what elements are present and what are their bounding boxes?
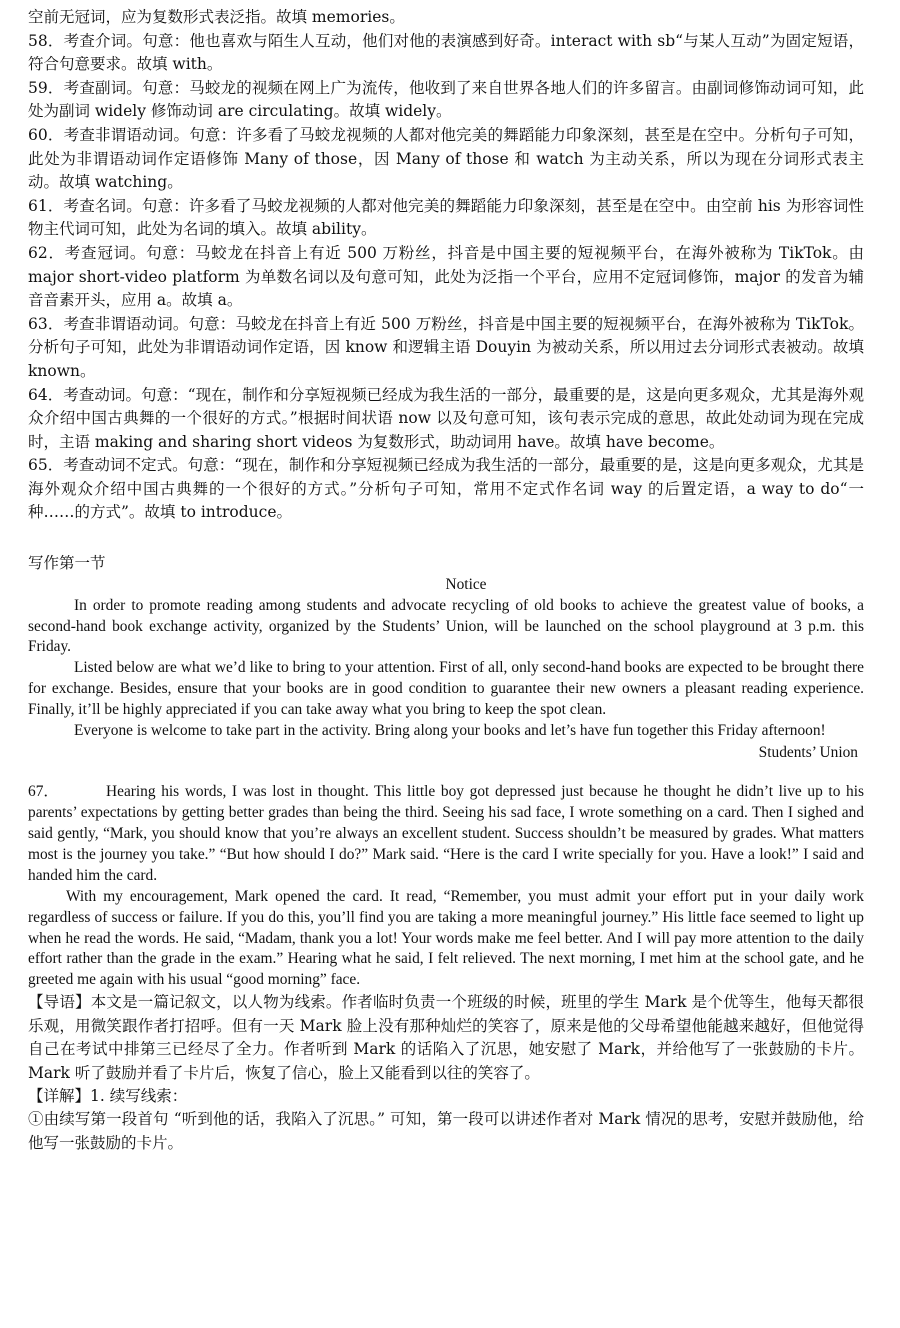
continuation-story xyxy=(28,782,864,991)
answer-61: 61．考查名词。句意：许多看了马蛟龙视频的人都对他完美的舞蹈能力印象深刻，甚至是在空中。由空前 his 为形容词性物主代词可知，此处为名词的填入。故填 ability。 xyxy=(28,196,864,239)
answer-57-tail: 空前无冠词，应为复数形式表泛指。故填 memories。 xyxy=(28,8,405,26)
notice-paragraph: In order to promote reading among students and advocate recycling of old books to achieve the greatest value of books, a second-hand book exchange activity, organized by the Students’ Union, will be launched on the school playground at 3 p.m. this Friday. xyxy=(28,596,864,656)
notice-essay xyxy=(28,575,864,764)
guide-intro: 【导语】本文是一篇记叙文，以人物为线索。作者临时负责一个班级的时候，班里的学生 Mark 是个优等生，他每天都很乐观，用微笑跟作者打招呼。但有一天 Mark 脸上没有那种灿烂的笑容了，原来是他的父母希望他能越来越好，但他觉得自己在考试中排第三已经尽了全力。作者听到 Mark 的话陷入了沉思，她安慰了 Mark，并给他写了一张鼓励的卡片。Mark 听了鼓励并看了卡片后，恢复了信心，脸上又能看到以往的笑容了。 xyxy=(28,993,864,1082)
answer-explanations xyxy=(28,6,864,525)
answer-62: 62．考查冠词。句意：马蛟龙在抖音上有近 500 万粉丝，抖音是中国主要的短视频平台，在海外被称为 TikTok。由 major short-video platform 为单数名词以及句意可知，此处为泛指一个平台，应用不定冠词修饰，major 的发音为辅音音素开头，应用 a。故填 a。 xyxy=(28,243,864,310)
detail-heading: 【详解】1. 续写线索： xyxy=(28,1086,188,1105)
story-paragraph-1 xyxy=(28,782,864,887)
answer-59: 59．考查副词。句意：马蛟龙的视频在网上广为流传，他收到了来自世界各地人们的许多留言。由副词修饰动词可知，此处为副词 widely 修饰动词 are circulating。故填 widely。 xyxy=(28,78,864,121)
answer-65: 65．考查动词不定式。句意：“现在，制作和分享短视频已经成为我生活的一部分，最重要的是，这是向更多观众，尤其是海外观众介绍中国古典舞的一个很好的方式。”分析句子可知，常用不定式作名词 way 的后置定语，a way to do“一种……的方式”。故填 to introduce。 xyxy=(28,456,864,522)
answer-60: 60．考查非谓语动词。句意：许多看了马蛟龙视频的人都对他完美的舞蹈能力印象深刻，甚至是在空中。分析句子可知，此处为非谓语动词作定语修饰 Many of those，因 Many of those 和 watch 为主动关系，所以为现在分词形式表主动。故填 watching。 xyxy=(28,125,864,192)
detail-clue-1: ①由续写第一段首句 “听到他的话，我陷入了沉思。” 可知，第一段可以讲述作者对 Mark 情况的思考，安慰并鼓励他，给他写一张鼓励的卡片。 xyxy=(28,1110,864,1152)
answer-64: 64．考查动词。句意：“现在，制作和分享短视频已经成为我生活的一部分，最重要的是，这是向更多观众，尤其是海外观众介绍中国古典舞的一个很好的方式。”根据时间状语 now 以及句意可知，该句表示完成的意思，故此处动词为现在完成时，主语 making and sharing short videos 为复数形式，助动词用 have。故填 have become。 xyxy=(28,385,864,451)
story-paragraph-2: With my encouragement, Mark opened the card. It read, “Remember, you must admit your effort put in your daily work regardless of success or failure. If you do this, you’ll find you are taking a more meaningful journey.” His little face seemed to light up when he read the words. He said, “Madam, thank you a lot! Your words make me feel better. And I will pay more attention to the daily effort rather than the grade in the exam.” Hearing what he said, I felt relieved. The next morning, I met him at the school gate, and he greeted me again with his usual “good morning” face. xyxy=(28,887,864,989)
section-title: 写作第一节 xyxy=(28,554,106,573)
question-number: 67． xyxy=(28,783,59,801)
notice-title: Notice xyxy=(445,576,487,594)
notice-paragraph: Listed below are what we’d like to bring to your attention. First of all, only second-hand books are expected to be brought there for exchange. Besides, ensure that your books are in good condition to guarantee their new owners a pleasant reading experience. Finally, it’ll be highly appreciated if you can take away what you bring to keep the spot clean. xyxy=(28,659,864,718)
answer-63: 63．考查非谓语动词。句意：马蛟龙在抖音上有近 500 万粉丝，抖音是中国主要的短视频平台，在海外被称为 TikTok。分析句子可知，此处为非谓语动词作定语，因 know 和逻辑主语 Douyin 为被动关系，所以用过去分词形式表被动。故填 known。 xyxy=(28,314,864,380)
story-paragraph-1-text: Hearing his words, I was lost in thought. This little boy got depressed just because he thought he didn’t live up to his parents’ expectations by getting better grades than being the third. Seeing his sad face, I wrote something on a card. Then I sighed and said gently, “Mark, you should know that you’re always an excellent student. Success shouldn’t be measured by grades. What matters most is the journey you take.” “But how should I do?” Mark said. “Here is the card I write specially for you. Have a look!” I said and handed him the card. xyxy=(28,783,864,884)
notice-paragraph: Everyone is welcome to take part in the activity. Bring along your books and let’s have fun together this Friday afternoon! xyxy=(74,721,826,739)
answer-58: 58．考查介词。句意：他也喜欢与陌生人互动，他们对他的表演感到好奇。interact with sb“与某人互动”为固定短语，符合句意要求。故填 with。 xyxy=(28,31,864,74)
guide-section xyxy=(28,991,864,1155)
notice-signature: Students’ Union xyxy=(758,744,858,762)
